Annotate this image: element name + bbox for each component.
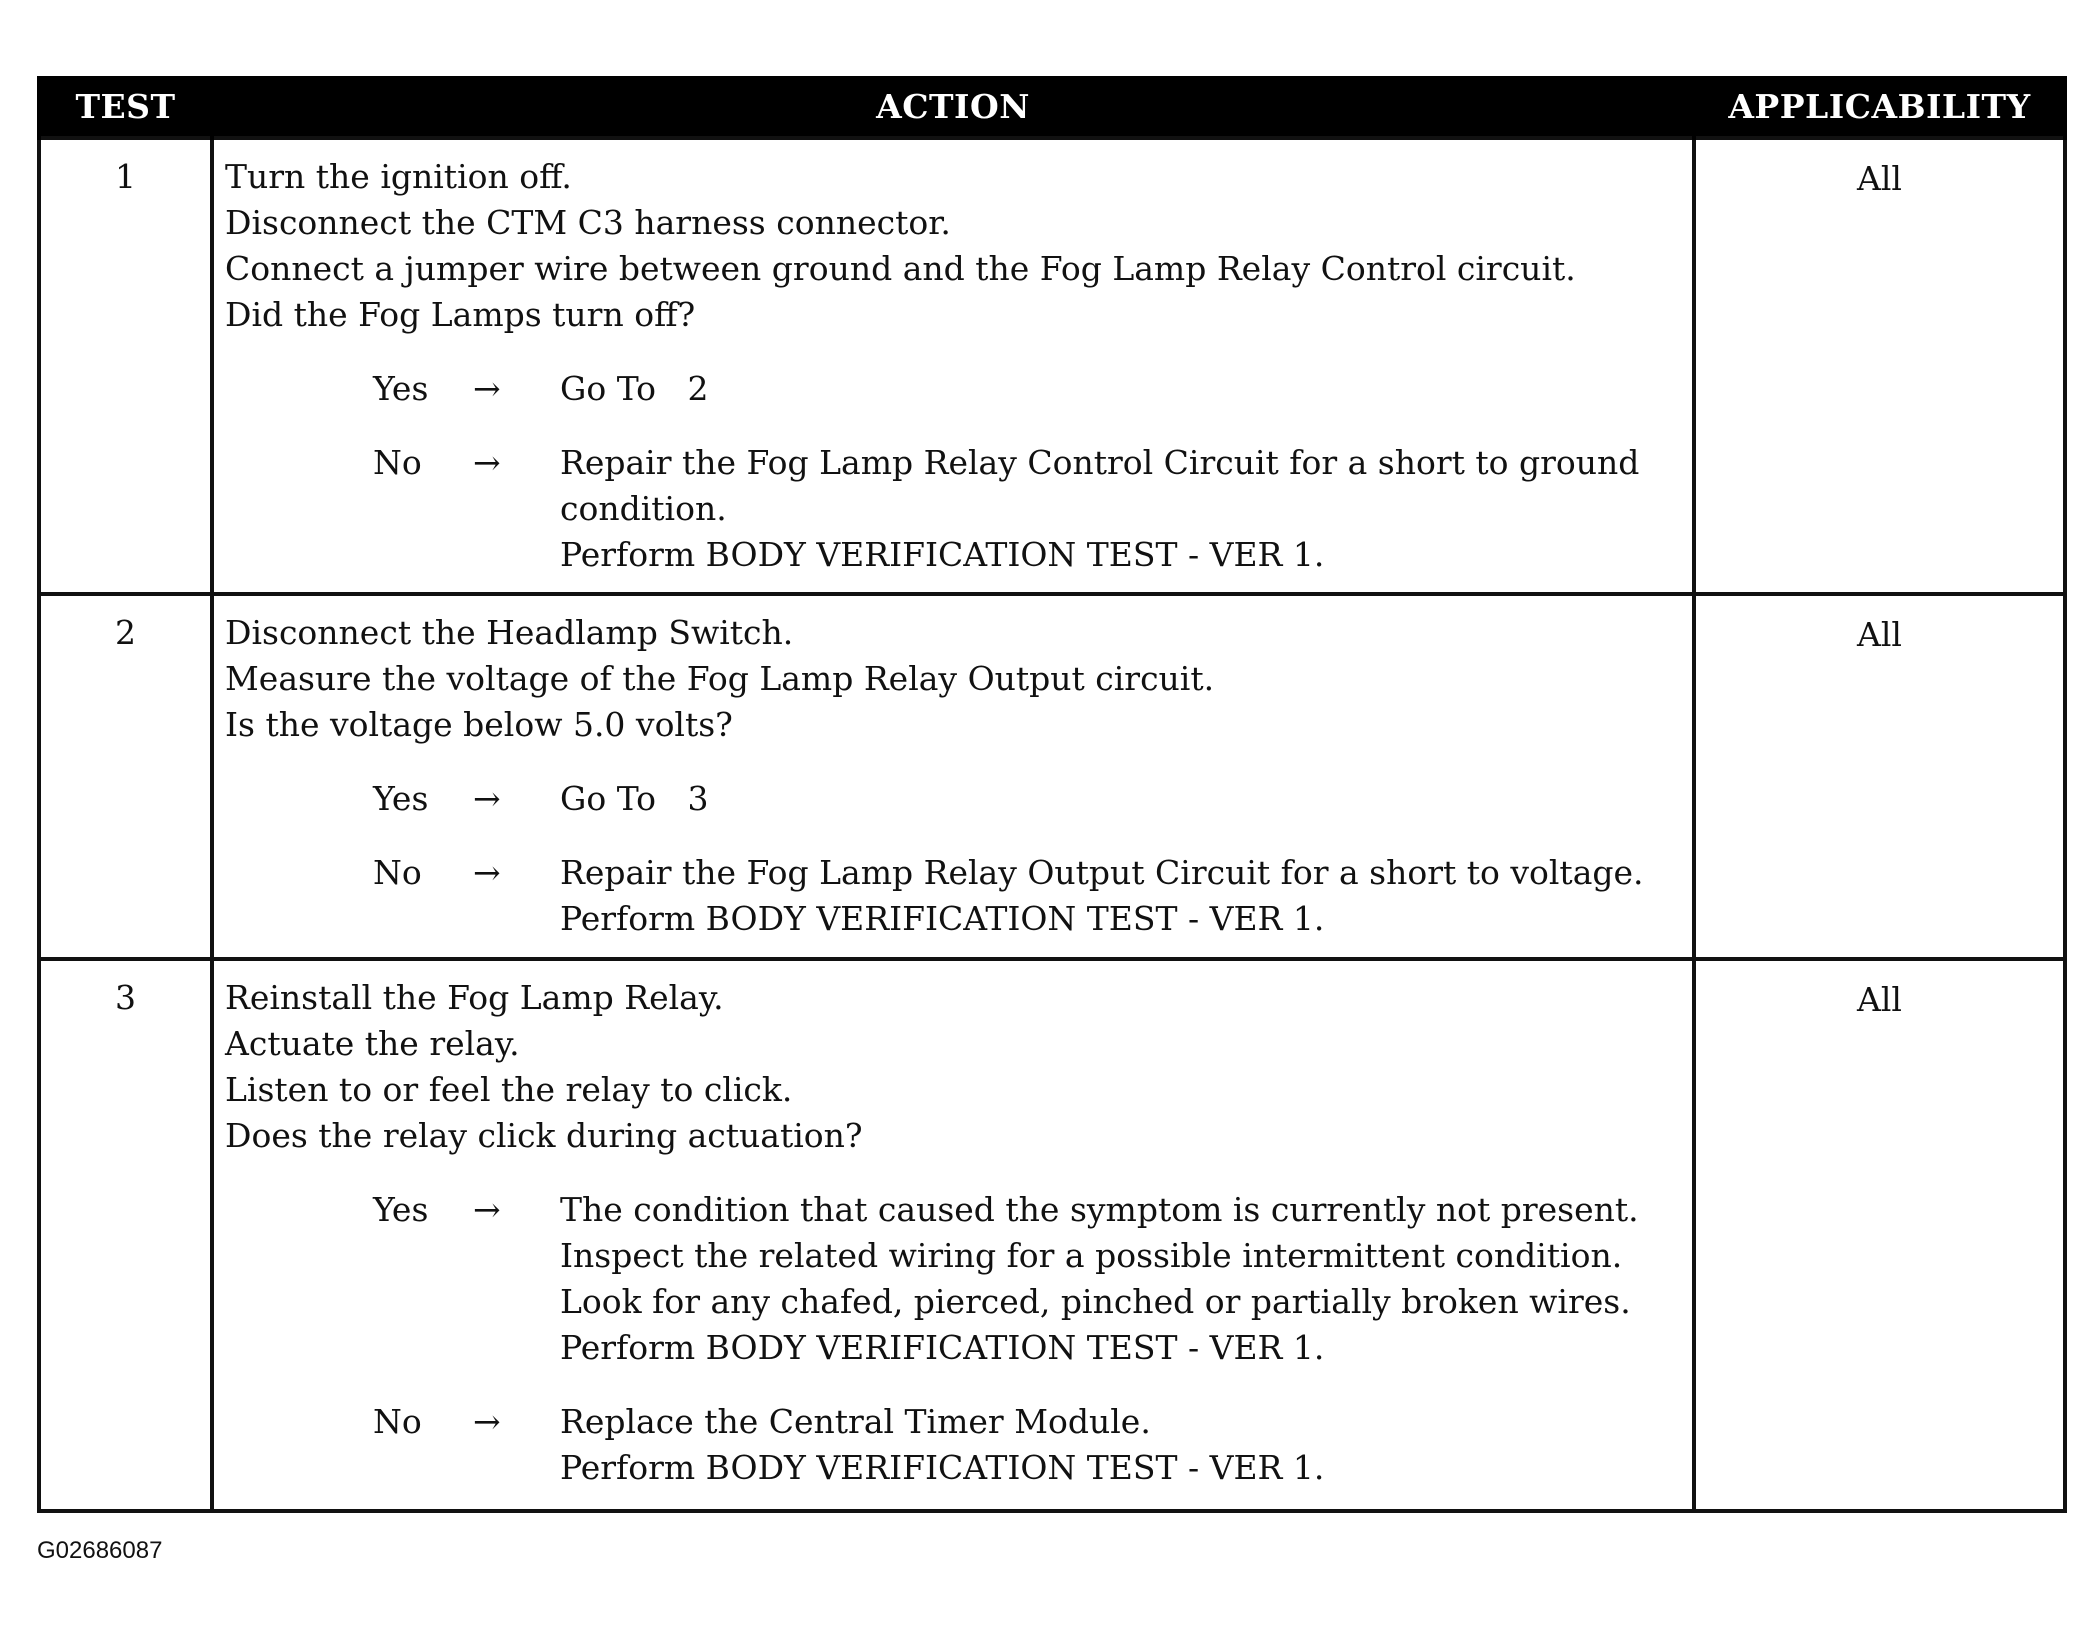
right-arrow-icon: → (473, 1402, 501, 1441)
result-line: Go To 3 (560, 779, 709, 818)
action-step: Connect a jumper wire between ground and the Fog Lamp Relay Control circuit. (225, 249, 1576, 288)
action-cell (212, 959, 1694, 1511)
result-line: Perform BODY VERIFICATION TEST - VER 1. (560, 899, 1325, 938)
result-line: condition. (560, 489, 727, 528)
header-test: TEST (39, 76, 212, 138)
result-body (560, 850, 1684, 942)
right-arrow-icon: → (473, 369, 501, 408)
right-arrow-icon: → (473, 1190, 501, 1229)
applicability-value: All (1694, 959, 2065, 1511)
result-body (560, 366, 1684, 412)
action-step: Did the Fog Lamps turn off? (225, 295, 696, 334)
right-arrow-icon: → (473, 443, 501, 482)
result-body (560, 1187, 1684, 1371)
action-step: Disconnect the Headlamp Switch. (225, 613, 794, 652)
result-label: Yes (373, 1190, 429, 1229)
result-label: No (373, 443, 422, 482)
result-label: Yes (373, 779, 429, 818)
result-line: The condition that caused the symptom is currently not present. (560, 1190, 1639, 1229)
result-line: Inspect the related wiring for a possible intermittent condition. (560, 1236, 1623, 1275)
action-step: Measure the voltage of the Fog Lamp Relay Output circuit. (225, 659, 1215, 698)
result-label: No (373, 1402, 422, 1441)
action-step: Is the voltage below 5.0 volts? (225, 705, 733, 744)
action-step: Reinstall the Fog Lamp Relay. (225, 978, 724, 1017)
result-line: Repair the Fog Lamp Relay Control Circuit for a short to ground (560, 443, 1640, 482)
result-body (560, 1399, 1684, 1491)
table-row (39, 138, 2065, 594)
test-number: 1 (39, 138, 212, 594)
table-row (39, 594, 2065, 959)
action-step: Does the relay click during actuation? (225, 1116, 863, 1155)
result-no (225, 440, 1684, 578)
result-line: Replace the Central Timer Module. (560, 1402, 1151, 1441)
result-label: Yes (373, 369, 429, 408)
result-body (560, 440, 1684, 578)
applicability-value: All (1694, 594, 2065, 959)
result-no (225, 1399, 1684, 1491)
result-no (225, 850, 1684, 942)
result-line: Perform BODY VERIFICATION TEST - VER 1. (560, 1328, 1325, 1367)
result-yes (225, 776, 1684, 822)
table-row (39, 959, 2065, 1511)
action-step: Disconnect the CTM C3 harness connector. (225, 203, 951, 242)
result-label: No (373, 853, 422, 892)
result-line: Repair the Fog Lamp Relay Output Circuit for a short to voltage. (560, 853, 1644, 892)
header-applicability: APPLICABILITY (1694, 76, 2065, 138)
test-number: 2 (39, 594, 212, 959)
diagnostic-test-table (37, 76, 2067, 1513)
right-arrow-icon: → (473, 853, 501, 892)
result-line: Perform BODY VERIFICATION TEST - VER 1. (560, 535, 1325, 574)
result-line: Look for any chafed, pierced, pinched or partially broken wires. (560, 1282, 1631, 1321)
result-line: Go To 2 (560, 369, 709, 408)
applicability-value: All (1694, 138, 2065, 594)
header-action: ACTION (212, 76, 1694, 138)
result-yes (225, 366, 1684, 412)
action-cell (212, 138, 1694, 594)
action-cell (212, 594, 1694, 959)
test-number: 3 (39, 959, 212, 1511)
right-arrow-icon: → (473, 779, 501, 818)
result-body (560, 776, 1684, 822)
action-step: Listen to or feel the relay to click. (225, 1070, 793, 1109)
result-yes (225, 1187, 1684, 1371)
action-step: Actuate the relay. (225, 1024, 520, 1063)
action-step: Turn the ignition off. (225, 157, 572, 196)
figure-id: G02686087 (37, 1537, 163, 1564)
result-line: Perform BODY VERIFICATION TEST - VER 1. (560, 1448, 1325, 1487)
table-header-row (39, 76, 2065, 138)
